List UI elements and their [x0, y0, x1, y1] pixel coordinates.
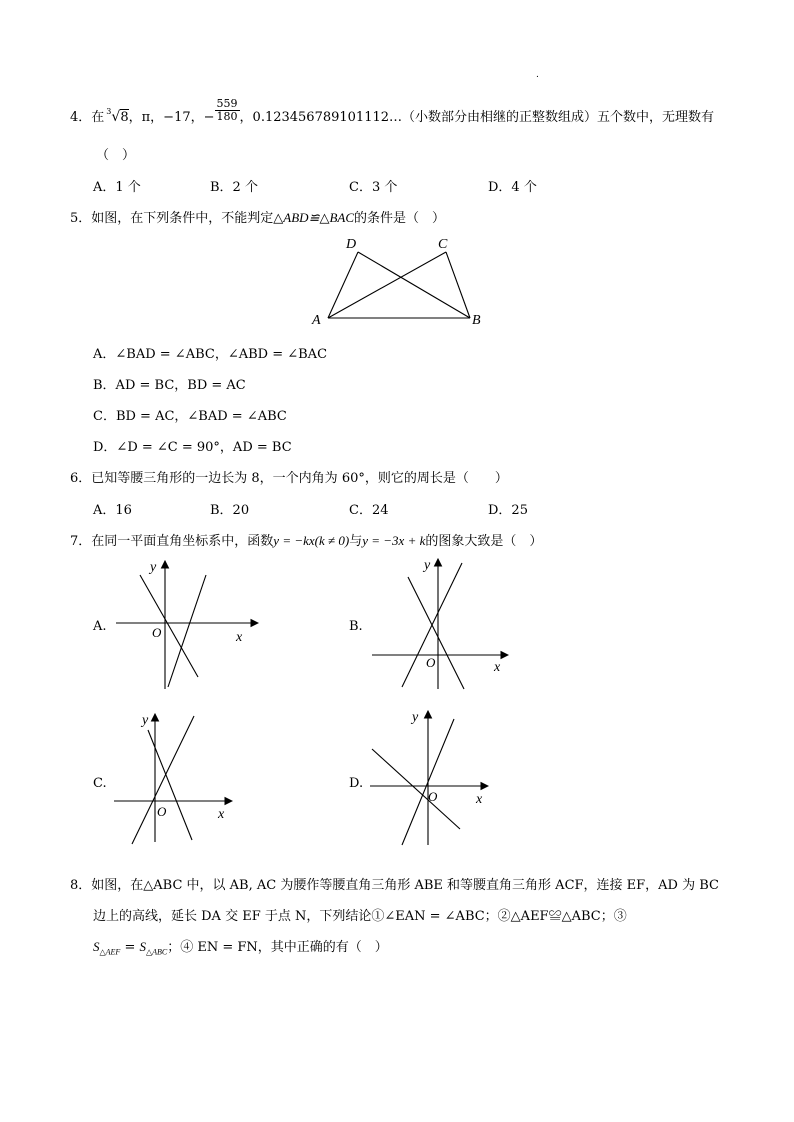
segment-cb: [446, 252, 470, 318]
y-label: y: [142, 713, 149, 728]
label-c: C: [438, 237, 448, 252]
question-8-line-1: 8．如图，在△ABC 中，以 AB, AC 为腰作等腰直角三角形 ABE 和等腰直角三角形 ACF，连接 EF，AD 为 BC: [70, 878, 719, 893]
option-c: C.: [93, 776, 107, 791]
line-steep: [168, 575, 206, 687]
fraction: $\frac{559}{180}$: [216, 97, 238, 123]
answer-blank: （ ）: [96, 148, 136, 163]
option-b: B．2 个: [210, 180, 258, 195]
label-a: A: [312, 313, 321, 328]
option-d: D．4 个: [488, 180, 537, 195]
option-b: B.: [349, 619, 363, 634]
graph-d: [368, 705, 518, 850]
x-label: x: [494, 660, 501, 675]
y-label: y: [412, 710, 419, 725]
page-mark: .: [536, 70, 539, 80]
option-d: D．∠D = ∠C = 90°，AD = BC: [93, 440, 292, 455]
x-label: x: [236, 630, 243, 645]
question-5-stem: 5．如图，在下列条件中，不能判定△ABD≌△BAC的条件是（ ）: [70, 210, 446, 226]
origin-label: O: [152, 625, 162, 640]
question-4-line-1: 4．在 $^3$√8，π，−17，− $\frac{559}{180}$ ，0.123456789101112…（小数部分由相继的正整数组成）五个数中，无理数有: [70, 97, 715, 125]
question-7-stem: 7．在同一平面直角坐标系中，函数y = −kx(k ≠ 0)与y = −3x + k的图象大致是（ ）: [70, 533, 543, 549]
option-a: A.: [93, 619, 107, 634]
question-number: 5．: [70, 211, 92, 226]
triangle-figure: [300, 232, 500, 328]
line-decreasing: [140, 575, 198, 677]
option-b: B．20: [210, 503, 250, 518]
graph-b: [368, 555, 518, 695]
question-8-line-2: 边上的高线，延长 DA 交 EF 于点 N，下列结论①∠EAN = ∠ABC；②△AEF≌△ABC；③: [93, 909, 627, 924]
option-c: C．3 个: [349, 180, 398, 195]
cube-root: $^3$√8: [106, 106, 129, 125]
option-a: A．1 个: [93, 180, 141, 195]
y-label: y: [424, 558, 431, 573]
label-d: D: [346, 237, 357, 252]
graph-c: [110, 710, 260, 850]
origin-label: O: [428, 789, 438, 804]
segment-db: [358, 252, 470, 318]
option-d: D．25: [488, 503, 528, 518]
line-decreasing: [408, 577, 464, 689]
origin-label: O: [426, 655, 436, 670]
question-8-line-3: $S_{\triangle AEF} = S_{\triangle ABC}$；④ EN = FN，其中正确的有（ ）: [93, 939, 388, 957]
label-b: B: [472, 313, 481, 328]
option-a: A．∠BAD = ∠ABC，∠ABD = ∠BAC: [93, 347, 328, 362]
option-c: C．BD = AC，∠BAD = ∠ABC: [93, 409, 287, 424]
segment-ac: [328, 252, 446, 318]
segment-ad: [328, 252, 358, 318]
option-c: C．24: [349, 503, 389, 518]
origin-label: O: [157, 804, 167, 819]
option-a: A．16: [93, 503, 132, 518]
line-decreasing: [372, 749, 460, 829]
x-label: x: [218, 807, 225, 822]
question-6-stem: 6．已知等腰三角形的一边长为 8，一个内角为 60°，则它的周长是（ ）: [70, 471, 508, 486]
question-number: 6．: [70, 471, 92, 486]
option-b: B．AD = BC，BD = AC: [93, 378, 246, 393]
question-number: 7．: [70, 534, 92, 549]
graph-a: [110, 555, 260, 695]
option-d: D.: [349, 776, 364, 791]
question-number: 8．: [70, 878, 92, 893]
question-number: 4．: [70, 110, 92, 125]
x-label: x: [476, 792, 483, 807]
y-label: y: [150, 560, 157, 575]
line-increasing: [132, 716, 194, 844]
